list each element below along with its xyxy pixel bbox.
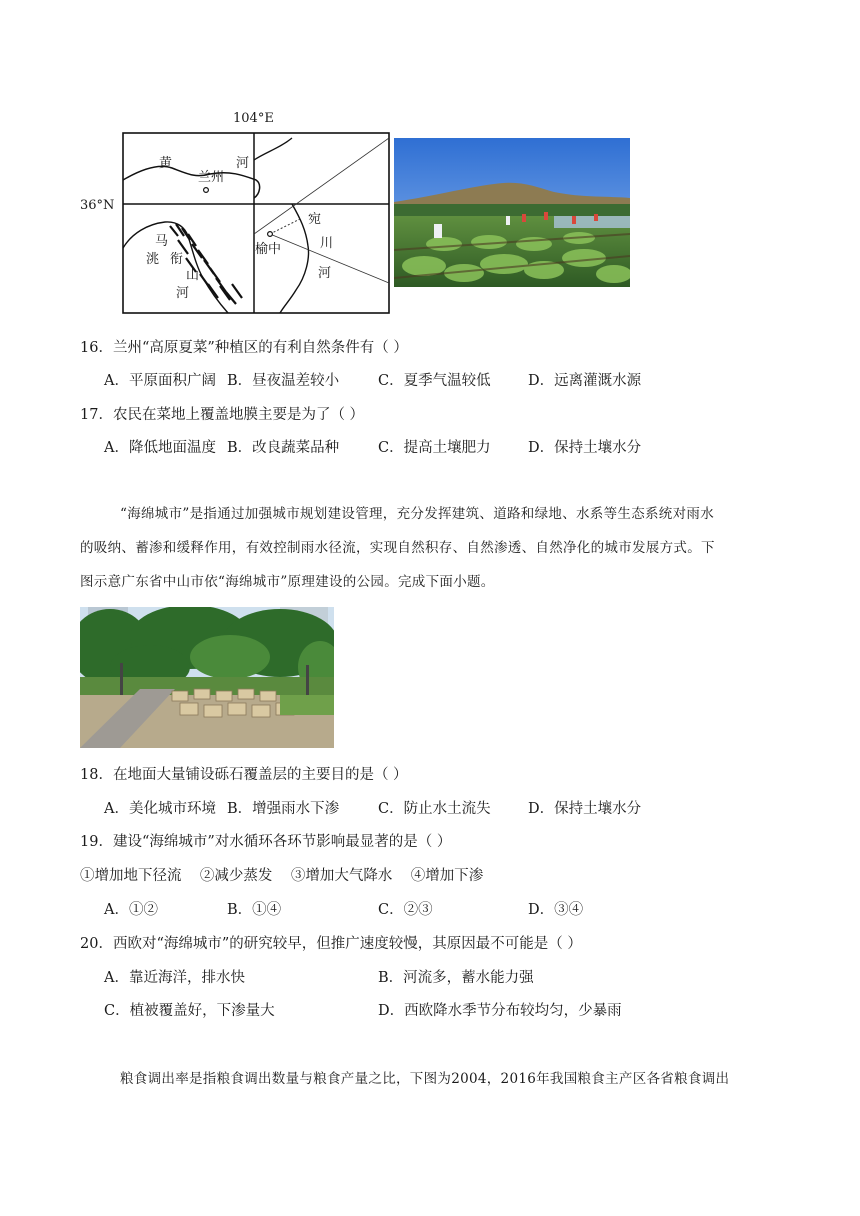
q20-option-a[interactable]: A．靠近海洋，排水快	[104, 970, 245, 986]
q20-option-c[interactable]: C．植被覆盖好，下渗量大	[104, 1003, 275, 1019]
sponge-city-passage	[80, 497, 780, 599]
q18-option-c[interactable]: C．防止水土流失	[378, 801, 491, 817]
passage-line-1: “海绵城市”是指通过加强城市规划建设管理，充分发挥建筑、道路和绿地、水系等生态系统对雨水	[120, 506, 715, 522]
latitude-label: 36°N	[80, 198, 115, 213]
place-huang: 黄	[159, 156, 173, 171]
q16-option-b[interactable]: B．昼夜温差较小	[227, 373, 340, 389]
place-shan: 山	[186, 268, 200, 283]
question-18-stem: 18．在地面大量铺设砾石覆盖层的主要目的是（ ）	[80, 767, 408, 783]
q17-option-c[interactable]: C．提高土壤肥力	[378, 440, 491, 456]
q20-option-b[interactable]: B．河流多，蓄水能力强	[378, 970, 534, 986]
place-xian: 衔	[170, 252, 184, 267]
map-figure	[70, 108, 395, 318]
q18-option-b[interactable]: B．增强雨水下渗	[227, 801, 340, 817]
sponge-park-photo	[80, 607, 334, 748]
q20-option-d[interactable]: D．西欧降水季节分布较均匀，少暴雨	[378, 1003, 622, 1019]
q18-option-a[interactable]: A．美化城市环境	[104, 801, 216, 817]
question-17-stem: 17．农民在菜地上覆盖地膜主要是为了（ ）	[80, 407, 365, 423]
place-lanzhou: 兰州	[198, 170, 225, 185]
q19-option-c[interactable]: C．②③	[378, 902, 433, 918]
place-tao: 洮	[146, 252, 160, 267]
q17-option-a[interactable]: A．降低地面温度	[104, 440, 216, 456]
place-wan: 宛	[308, 212, 322, 227]
place-he-wan: 河	[318, 266, 332, 281]
q16-option-a[interactable]: A．平原面积广阔	[104, 373, 216, 389]
passage-line-3: 图示意广东省中山市依“海绵城市”原理建设的公园。完成下面小题。	[80, 574, 495, 590]
place-chuan: 川	[320, 236, 334, 251]
q16-option-d[interactable]: D．远离灌溉水源	[528, 373, 642, 389]
q19-option-a[interactable]: A．①②	[104, 902, 158, 918]
question-20-stem: 20．西欧对“海绵城市”的研究较早，但推广速度较慢，其原因最不可能是（ ）	[80, 936, 582, 952]
question-19-items: ①增加地下径流 ②减少蒸发 ③增加大气降水 ④增加下渗	[80, 868, 484, 884]
passage-line-2: 的吸纳、蓄渗和缓释作用，有效控制雨水径流，实现自然积存、自然渗透、自然净化的城市发展方式。下	[80, 540, 715, 556]
place-he-north: 河	[236, 156, 250, 171]
place-he-tao: 河	[176, 286, 190, 301]
vegetable-field-photo	[394, 138, 630, 287]
q17-option-d[interactable]: D．保持土壤水分	[528, 440, 642, 456]
longitude-label: 104°E	[233, 111, 274, 126]
place-yuzhong: 榆中	[255, 242, 282, 257]
grain-passage-line-1: 粮食调出率是指粮食调出数量与粮食产量之比，下图为2004，2016年我国粮食主产区各省粮食调出	[120, 1071, 730, 1087]
question-16-stem: 16．兰州“高原夏菜”种植区的有利自然条件有（ ）	[80, 340, 408, 356]
q19-option-b[interactable]: B．①④	[227, 902, 282, 918]
q19-option-d[interactable]: D．③④	[528, 902, 584, 918]
map-drawing	[70, 108, 395, 318]
question-19-stem: 19．建设“海绵城市”对水循环各环节影响最显著的是（ ）	[80, 834, 452, 850]
q18-option-d[interactable]: D．保持土壤水分	[528, 801, 642, 817]
q17-option-b[interactable]: B．改良蔬菜品种	[227, 440, 340, 456]
place-ma: 马	[155, 234, 169, 249]
q16-option-c[interactable]: C．夏季气温较低	[378, 373, 491, 389]
